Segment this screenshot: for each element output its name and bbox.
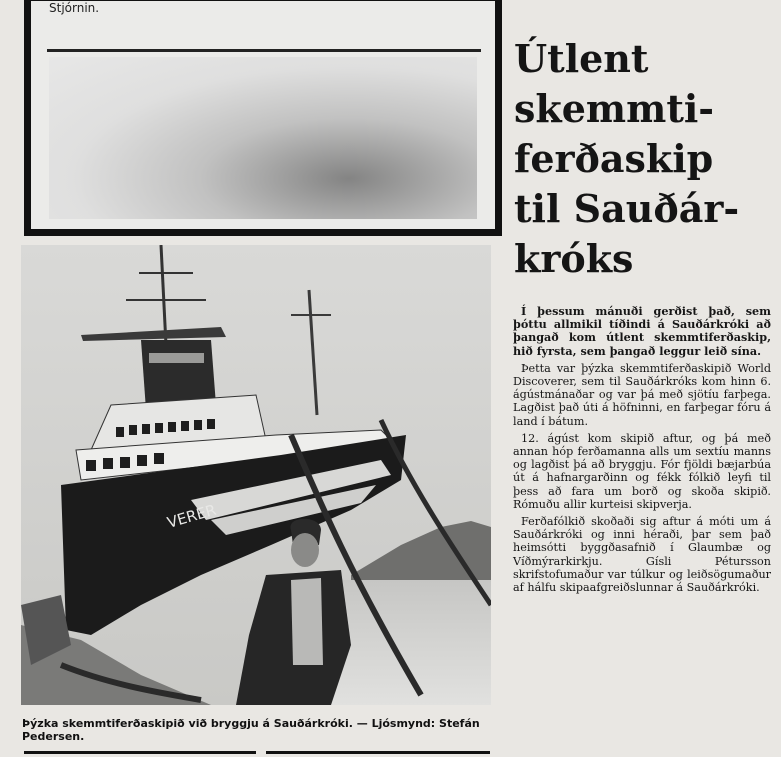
article-paragraph: Í þessum mánuði gerðist það, sem þóttu allmikil tíðindi á Sauðárkróki að þangað kom útlent skemmtiferðaskip, hið fyrsta, sem þangað leggur leið sína. <box>513 304 771 358</box>
headline-line: skemmti- <box>514 86 715 131</box>
bottom-rule-right <box>266 751 490 754</box>
headline-line: króks <box>514 236 634 281</box>
ship-photo <box>21 245 491 705</box>
previous-article-text: Stjórnin. <box>49 1 100 15</box>
headline-line: til Sauðár- <box>514 186 740 231</box>
article-paragraph: Ferðafólkið skoðaði sig aftur á móti um á Sauðárkróki og inni héraði, þar sem það heimsótti byggðasafnið í Glaumbæ og Víðmýrarkirkju. Gísli Pétursson skrifstofumaður var túlkur og leiðsögumaður af hálfu skipaafgreiðslunnar á Sauðárkróki. <box>513 515 771 595</box>
previous-article-rule <box>47 49 481 52</box>
article-paragraph: 12. ágúst kom skipið aftur, og þá með annan hóp ferðamanna alls um sextíu manns og lagðist þá að bryggju. Fór fjöldi bæjarbúa út á hafnargarðinn og fékk fólkið leyfi til þess að fara um borð og skoða skipið. Rómuðu allir kurteisi skipverja. <box>513 431 771 511</box>
photo-caption: Þýzka skemmtiferðaskipið við bryggju á Sauðárkróki. — Ljósmynd: Stefán Pedersen. <box>22 717 480 743</box>
previous-article-box <box>24 0 502 236</box>
previous-article-photo-smudge <box>49 57 477 219</box>
headline-line: ferðaskip <box>514 136 714 181</box>
article-headline <box>514 34 774 284</box>
article-paragraph: Þetta var þýzka skemmtiferðaskipið World Discoverer, sem til Sauðárkróks kom hinn 6. ágústmánaðar og var þá með sjötíu farþega. Lagðist það úti á höfninni, en farþegar fóru á land í bátum. <box>513 361 771 428</box>
article-body <box>513 305 771 598</box>
bottom-rule-left <box>24 751 256 754</box>
hull-name-lettering: VERER <box>165 500 219 532</box>
headline-line: Útlent <box>514 36 649 81</box>
